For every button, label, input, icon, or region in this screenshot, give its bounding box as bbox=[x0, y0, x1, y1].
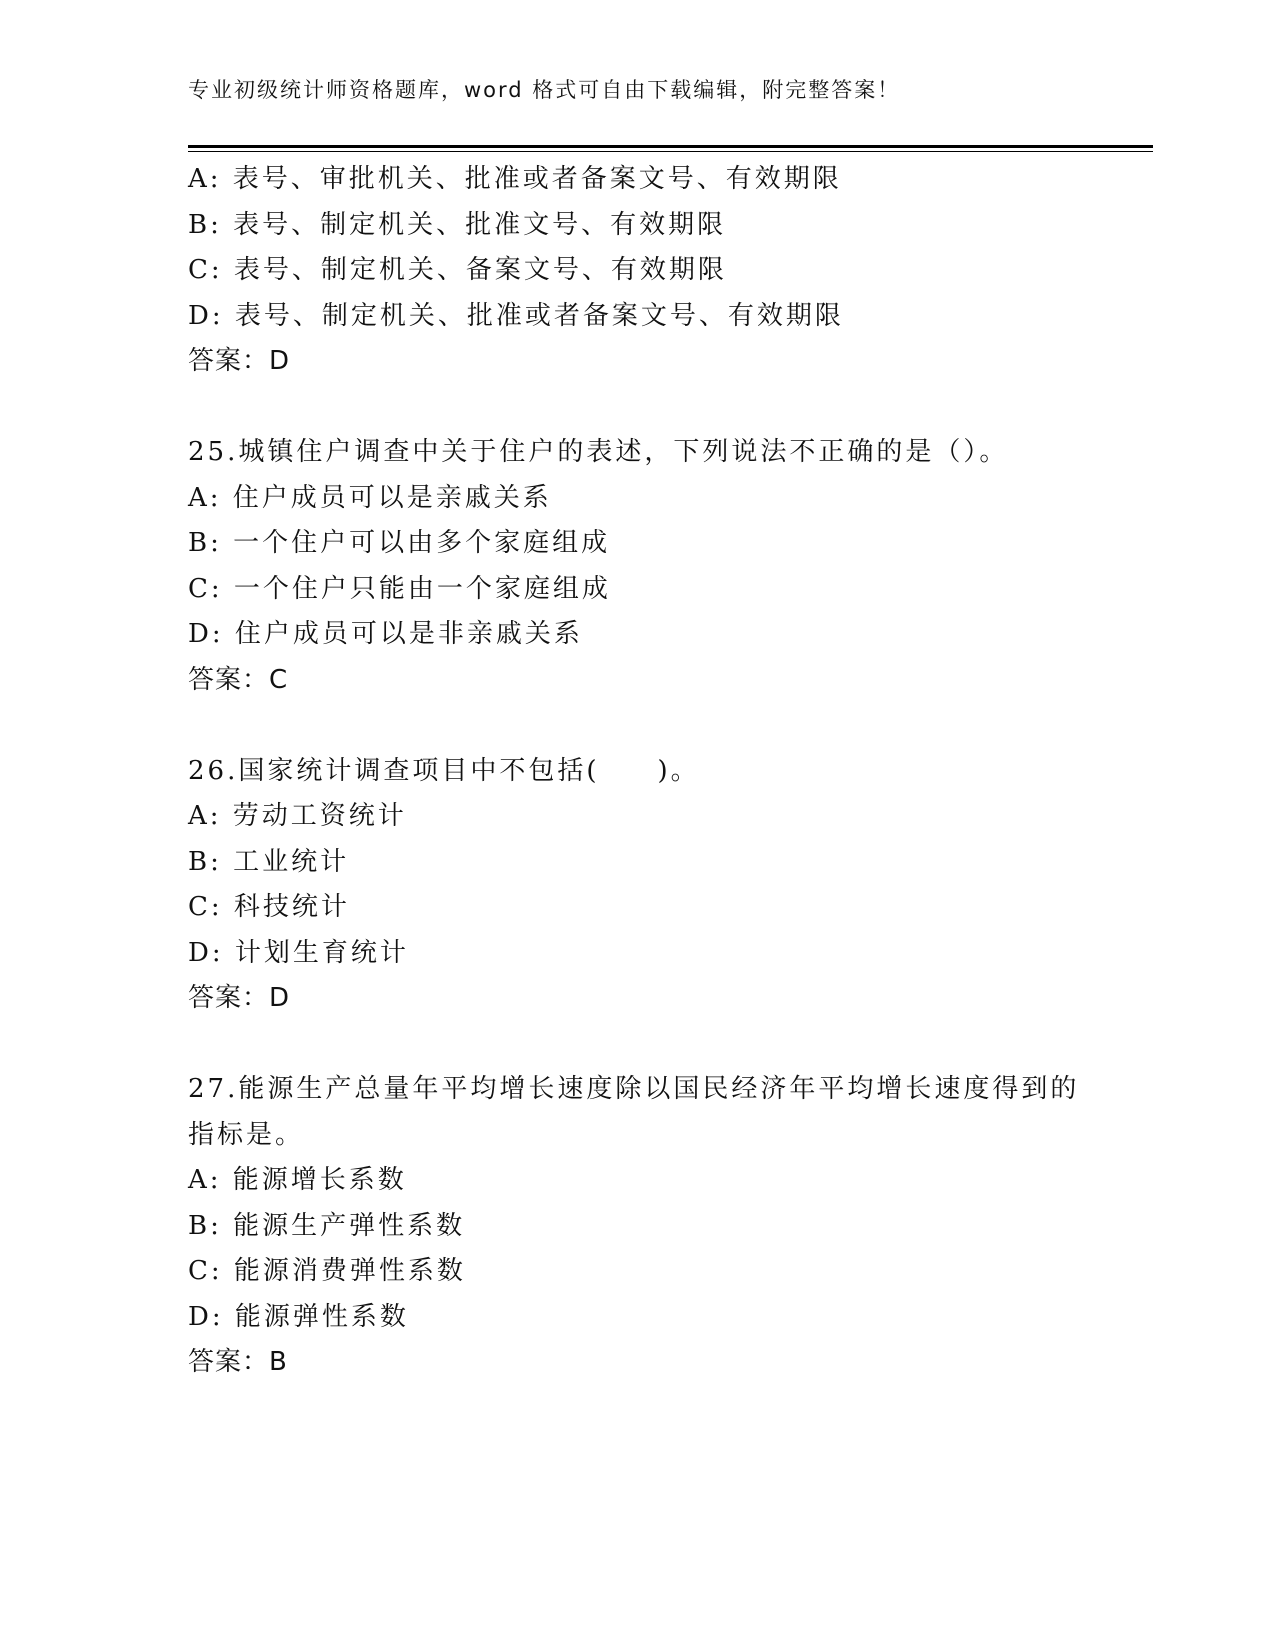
question-list bbox=[188, 157, 1128, 1386]
option-d: D: 住户成员可以是非亲戚关系 bbox=[188, 619, 583, 649]
answer: 答案：C bbox=[188, 664, 289, 695]
option-c: C: 表号、制定机关、备案文号、有效期限 bbox=[188, 255, 727, 285]
option-c: C: 科技统计 bbox=[188, 892, 350, 922]
option-a: A: 住户成员可以是亲戚关系 bbox=[188, 482, 552, 513]
option-b: B: 一个住户可以由多个家庭组成 bbox=[188, 528, 611, 558]
header-rule-thin bbox=[188, 151, 1153, 152]
question-title: 26.国家统计调查项目中不包括( )。 bbox=[188, 755, 700, 786]
question-25 bbox=[188, 430, 1128, 703]
option-a: A: 表号、审批机关、批准或者备案文号、有效期限 bbox=[188, 164, 842, 194]
option-b: B: 能源生产弹性系数 bbox=[188, 1210, 466, 1241]
option-b: B: 表号、制定机关、批准文号、有效期限 bbox=[188, 209, 727, 240]
option-d: D: 表号、制定机关、批准或者备案文号、有效期限 bbox=[188, 300, 844, 331]
spacer bbox=[188, 385, 1128, 431]
option-d: D: 计划生育统计 bbox=[188, 937, 409, 968]
option-a: A: 劳动工资统计 bbox=[188, 801, 407, 831]
question-27 bbox=[188, 1067, 1128, 1386]
option-c: C: 一个住户只能由一个家庭组成 bbox=[188, 573, 611, 604]
question-title-line-2: 指标是。 bbox=[188, 1119, 305, 1150]
question-title: 25.城镇住户调查中关于住户的表述，下列说法不正确的是（）。 bbox=[188, 437, 1009, 467]
question-title-line-1: 27.能源生产总量年平均增长速度除以国民经济年平均增长速度得到的 bbox=[188, 1074, 1080, 1104]
header-rule-thick bbox=[188, 145, 1153, 148]
option-c: C: 能源消费弹性系数 bbox=[188, 1256, 466, 1286]
answer: 答案：B bbox=[188, 1347, 288, 1377]
answer: 答案：D bbox=[188, 346, 291, 376]
question-26 bbox=[188, 749, 1128, 1022]
option-b: B: 工业统计 bbox=[188, 846, 350, 877]
question-24 bbox=[188, 157, 1128, 385]
spacer bbox=[188, 703, 1128, 749]
option-d: D: 能源弹性系数 bbox=[188, 1301, 409, 1332]
spacer bbox=[188, 1022, 1128, 1068]
answer: 答案：D bbox=[188, 983, 291, 1013]
option-a: A: 能源增长系数 bbox=[188, 1165, 407, 1195]
page-header: 专业初级统计师资格题库，word 格式可自由下载编辑，附完整答案！ bbox=[188, 78, 901, 102]
